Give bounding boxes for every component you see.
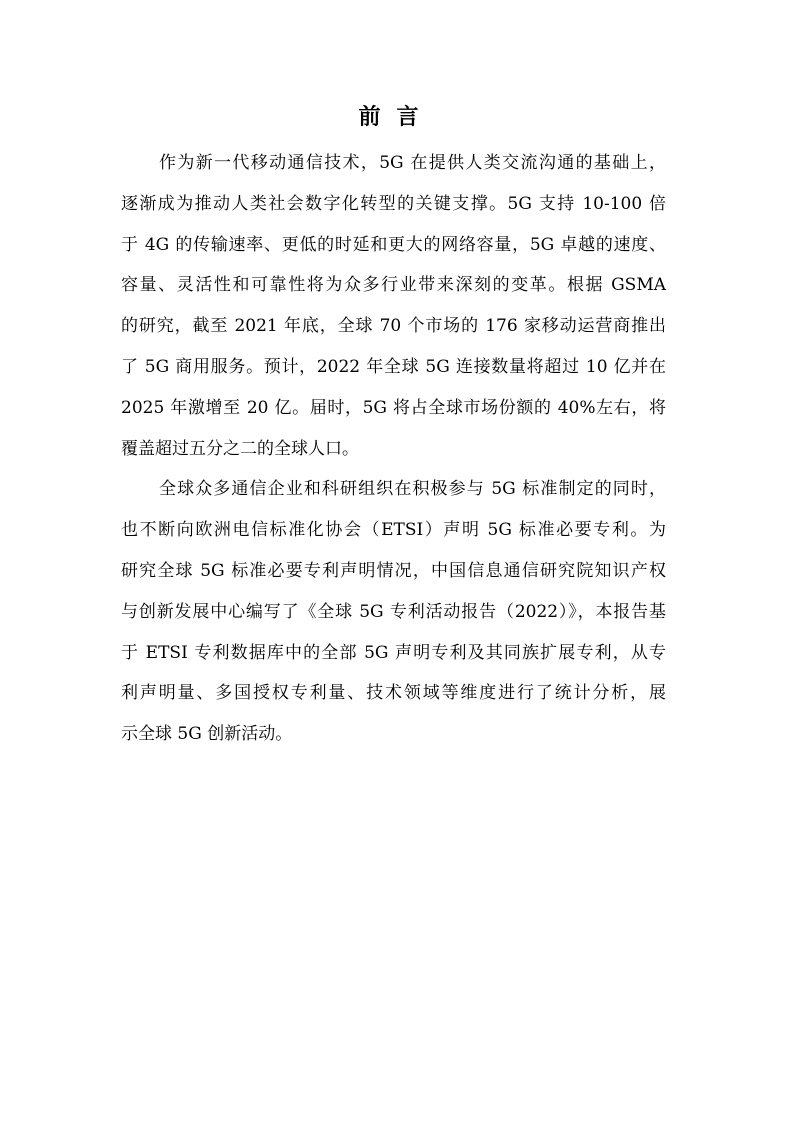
text-line: 与创新发展中心编写了《全球 5G 专利活动报告（2022）》，本报告基 xyxy=(121,601,666,622)
text-line: 逐渐成为推动人类社会数字化转型的关键支撑。5G 支持 10-100 倍 xyxy=(121,193,666,214)
text-line: 了 5G 商用服务。预计，2022 年全球 5G 连接数量将超过 10 亿并在 xyxy=(121,356,666,377)
text-line: 容量、灵活性和可靠性将为众多行业带来深刻的变革。根据 GSMA xyxy=(121,275,666,296)
text-line: 作为新一代移动通信技术，5G 在提供人类交流沟通的基础上， xyxy=(159,153,666,173)
title-char-1: 前 xyxy=(358,105,397,130)
text-line: 2025 年激增至 20 亿。届时，5G 将占全球市场份额的 40%左右，将 xyxy=(121,397,666,418)
title-char-2: 言 xyxy=(396,105,435,130)
body-text xyxy=(121,143,666,755)
paragraph-1 xyxy=(121,143,666,469)
paragraph-2 xyxy=(121,469,666,755)
text-line: 覆盖超过五分之二的全球人口。 xyxy=(121,438,359,459)
text-line: 全球众多通信企业和科研组织在积极参与 5G 标准制定的同时， xyxy=(159,479,666,500)
text-line: 的研究，截至 2021 年底，全球 70 个市场的 176 家移动运营商推出 xyxy=(121,316,666,337)
text-line: 于 4G 的传输速率、更低的时延和更大的网络容量，5G 卓越的速度、 xyxy=(121,234,666,255)
text-line: 研究全球 5G 标准必要专利声明情况，中国信息通信研究院知识产权 xyxy=(121,560,666,581)
text-line: 示全球 5G 创新活动。 xyxy=(121,724,293,745)
text-line: 于 ETSI 专利数据库中的全部 5G 声明专利及其同族扩展专利，从专 xyxy=(121,642,666,663)
text-line: 也不断向欧洲电信标准化协会（ETSI）声明 5G 标准必要专利。为 xyxy=(121,520,666,541)
page-title xyxy=(0,102,793,134)
text-line: 利声明量、多国授权专利量、技术领域等维度进行了统计分析，展 xyxy=(121,683,666,704)
